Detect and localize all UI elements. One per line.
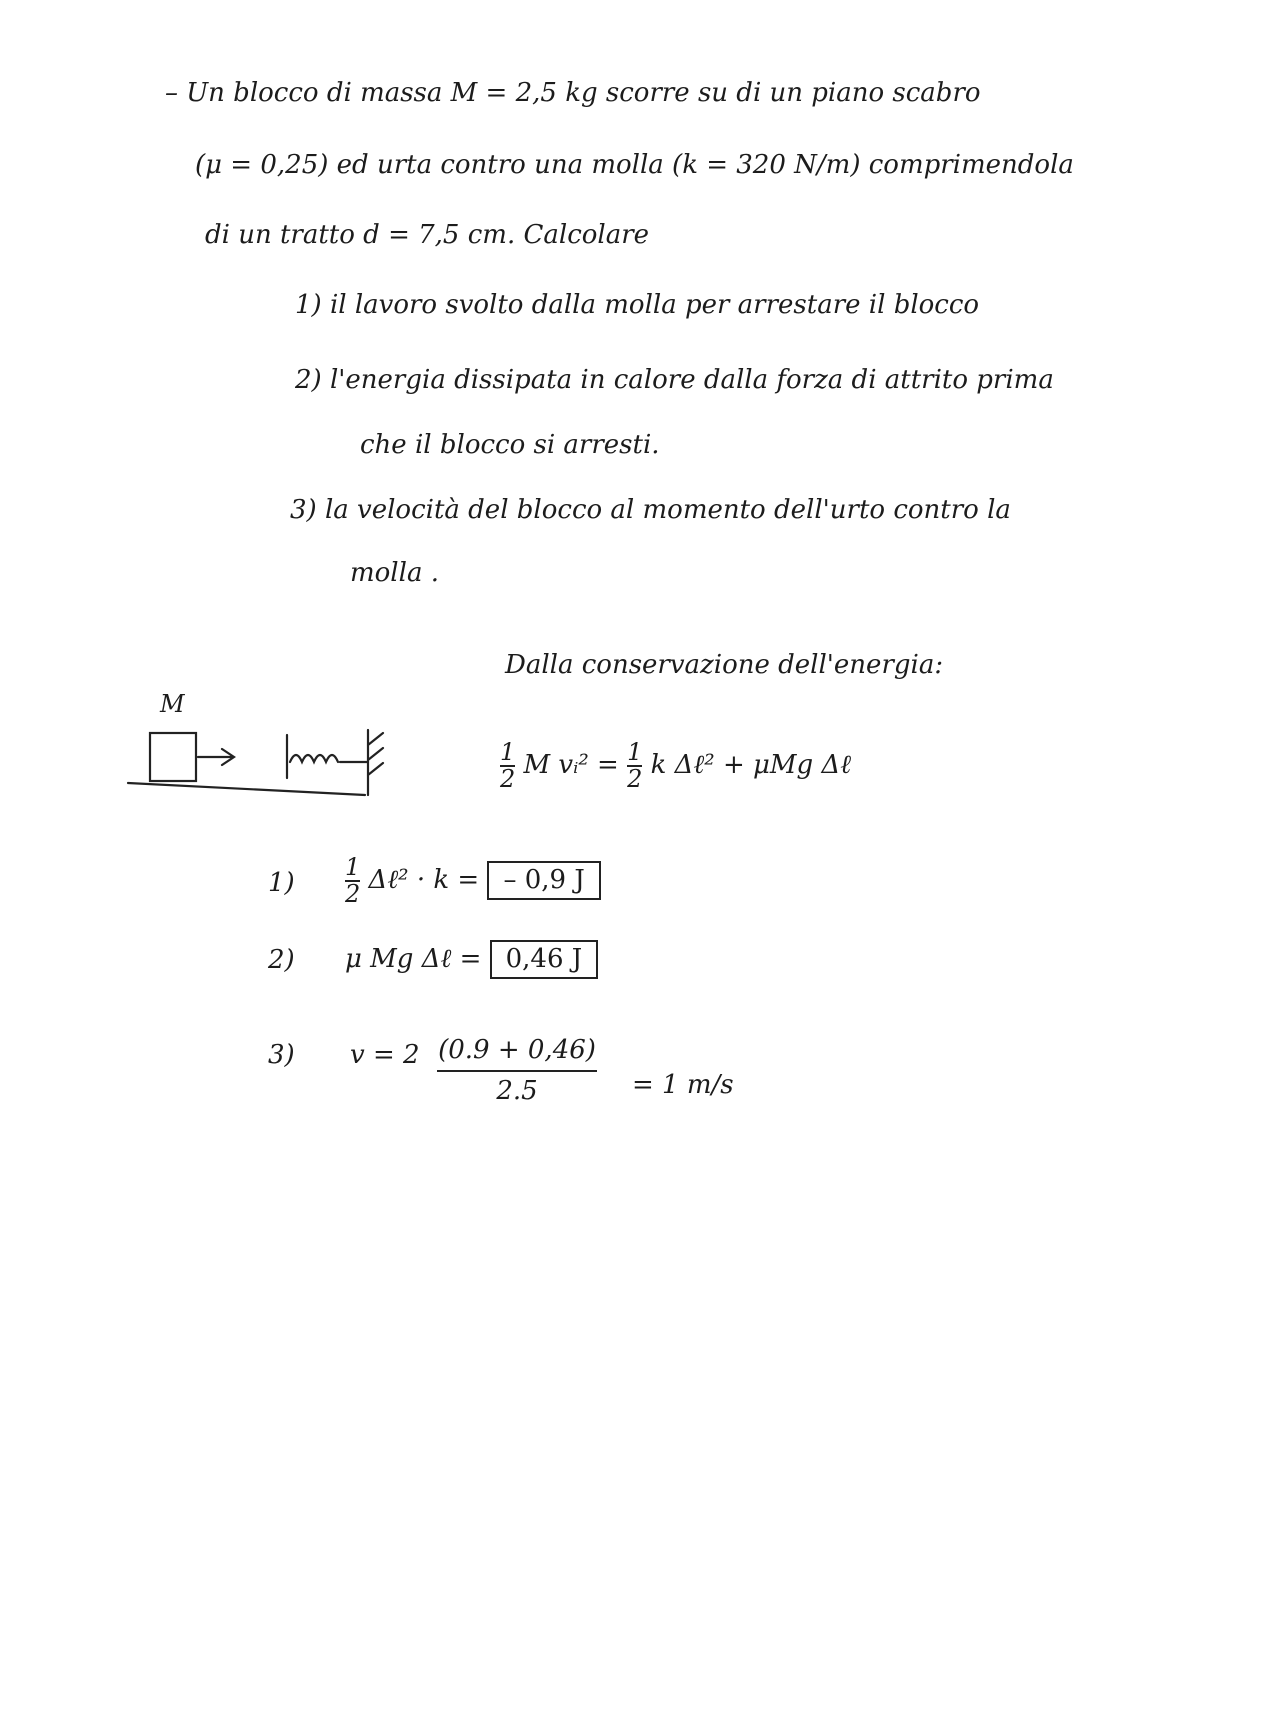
question-1: 1) il lavoro svolto dalla molla per arrestare il blocco	[295, 290, 980, 320]
problem-line-2: (μ = 0,25) ed urta contro una molla (k = 320 N/m) comprimendola	[195, 150, 1074, 180]
answer-3-numerator: (0.9 + 0,46)	[438, 1035, 596, 1065]
answer-1-fraction: $\frac{1}{2}$	[345, 853, 361, 909]
answer-2-number: 2)	[268, 945, 295, 975]
answer-2-result: 0,46 J	[490, 940, 599, 979]
answer-3-fraction	[437, 1035, 597, 1107]
answer-3-denominator: 2.5	[496, 1076, 538, 1107]
block-shape	[150, 733, 196, 781]
wall-shape	[368, 730, 383, 795]
one-half-fraction-rhs: $\frac{1}{2}$	[627, 738, 643, 794]
answer-3-lhs: v = 2	[350, 1040, 420, 1070]
answer-3-number: 3)	[268, 1040, 295, 1070]
question-2a: 2) l'energia dissipata in calore dalla forza di attrito prima	[295, 365, 1054, 395]
question-3b: molla .	[350, 558, 439, 588]
energy-equation	[500, 740, 851, 792]
answer-1-line	[345, 855, 601, 907]
answer-1-expression: Δℓ² · k =	[368, 865, 480, 896]
equation-rhs-spring: k Δℓ²	[650, 750, 715, 781]
equation-rhs-friction: + μMg Δℓ	[722, 750, 852, 781]
answer-2-line	[345, 940, 598, 979]
one-half-fraction: $\frac{1}{2}$	[500, 738, 516, 794]
problem-line-3: di un tratto d = 7,5 cm. Calcolare	[205, 220, 650, 250]
ground-line	[128, 783, 365, 795]
equation-lhs: M vᵢ² =	[523, 750, 619, 781]
question-2b: che il blocco si arresti.	[360, 430, 660, 460]
question-3a: 3) la velocità del blocco al momento dell'urto contro la	[290, 495, 1011, 525]
spring-coil	[290, 755, 338, 762]
solution-heading: Dalla conservazione dell'energia:	[505, 650, 944, 680]
problem-line-1: – Un blocco di massa M = 2,5 kg scorre su di un piano scabro	[165, 78, 981, 108]
answer-1-result: – 0,9 J	[487, 861, 600, 900]
mass-label: M	[160, 690, 185, 718]
answer-2-expression: μ Mg Δℓ =	[345, 944, 482, 974]
answer-1-number: 1)	[268, 868, 295, 898]
velocity-arrow	[198, 749, 234, 765]
answer-3-result: = 1 m/s	[632, 1070, 734, 1100]
